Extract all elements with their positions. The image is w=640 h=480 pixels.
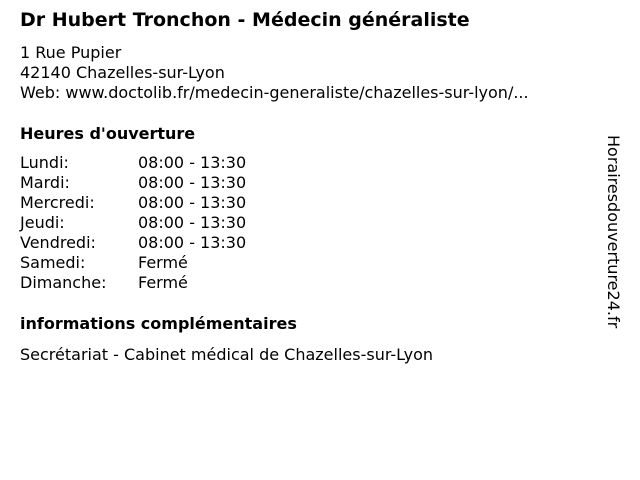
day-label: Dimanche: — [20, 273, 107, 292]
day-hours: 08:00 - 13:30 — [138, 153, 247, 172]
day-hours: 08:00 - 13:30 — [138, 173, 247, 192]
day-hours: 08:00 - 13:30 — [138, 213, 247, 232]
day-label: Mercredi: — [20, 193, 95, 212]
day-label: Jeudi: — [20, 213, 65, 232]
day-hours: 08:00 - 13:30 — [138, 233, 247, 252]
address-street: 1 Rue Pupier — [20, 43, 122, 62]
day-hours: Fermé — [138, 273, 188, 292]
day-hours: Fermé — [138, 253, 188, 272]
hours-row-thursday — [20, 213, 246, 233]
info-text: Secrétariat - Cabinet médical de Chazelles-sur-Lyon — [20, 345, 434, 364]
day-label: Vendredi: — [20, 233, 96, 252]
address-block — [20, 43, 529, 103]
site-watermark: Horairesdouverture24.fr — [604, 135, 623, 329]
hours-row-monday — [20, 153, 246, 173]
day-label: Samedi: — [20, 253, 86, 272]
hours-row-sunday — [20, 273, 246, 293]
day-label: Mardi: — [20, 173, 70, 192]
hours-row-tuesday — [20, 173, 246, 193]
page-title: Dr Hubert Tronchon - Médecin généraliste — [20, 9, 470, 31]
hours-row-saturday — [20, 253, 246, 273]
hours-row-friday — [20, 233, 246, 253]
hours-row-wednesday — [20, 193, 246, 213]
info-heading: informations complémentaires — [20, 314, 297, 333]
address-web[interactable]: Web: www.doctolib.fr/medecin-generaliste/chazelles-sur-lyon/... — [20, 83, 529, 102]
day-label: Lundi: — [20, 153, 69, 172]
hours-table — [20, 153, 246, 293]
address-city: 42140 Chazelles-sur-Lyon — [20, 63, 225, 82]
day-hours: 08:00 - 13:30 — [138, 193, 247, 212]
hours-heading: Heures d'ouverture — [20, 124, 196, 143]
